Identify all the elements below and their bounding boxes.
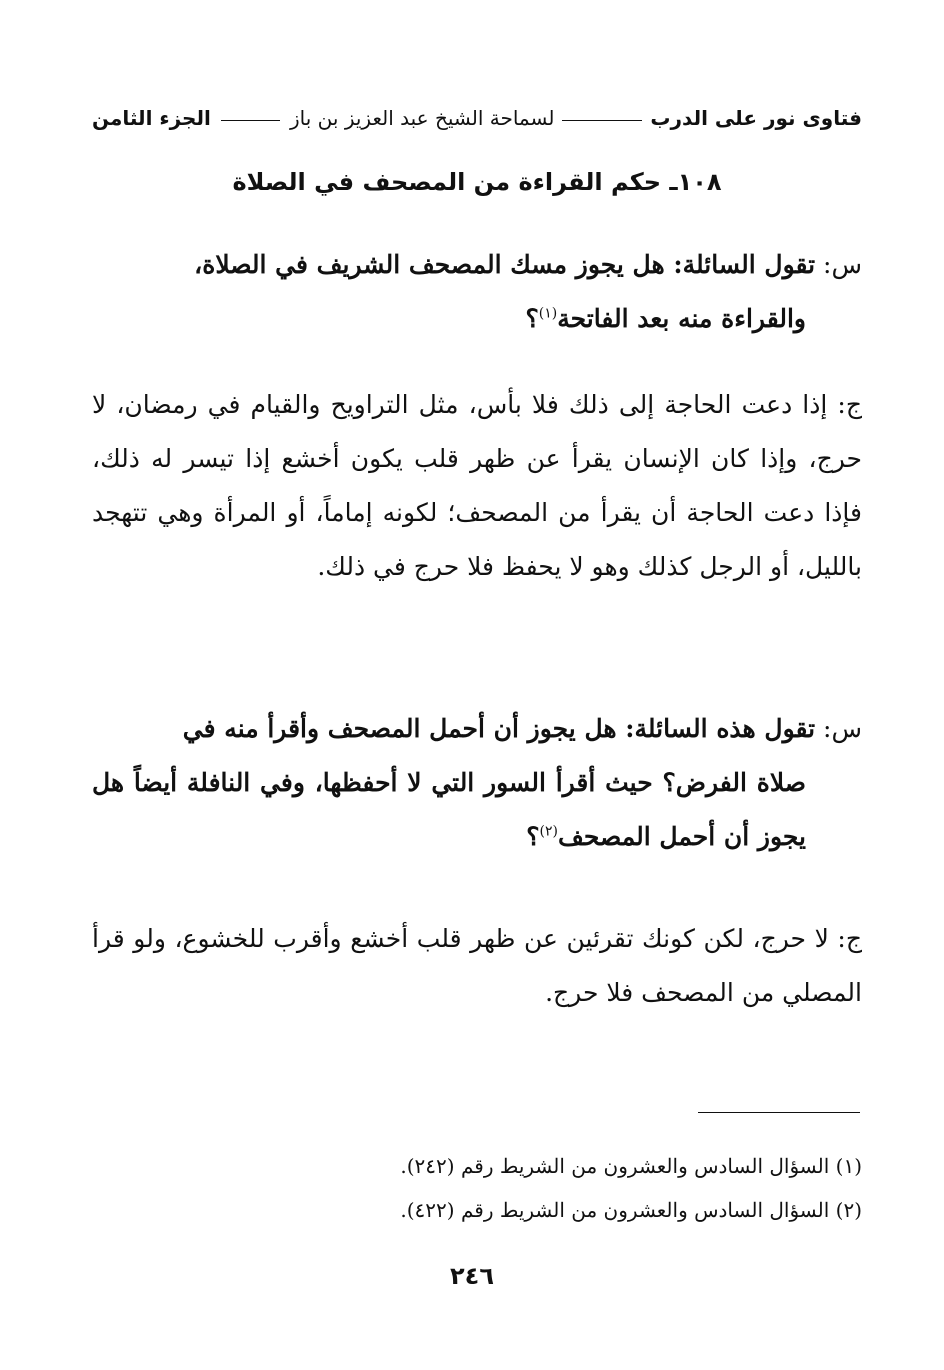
footnote-1: (١) السؤال السادس والعشرون من الشريط رقم (٢٤٢). — [400, 1154, 862, 1178]
answer-2: ج: لا حرج، لكن كونك تقرئين عن ظهر قلب أخشع وأقرب للخشوع، ولو قرأ المصلي من المصحف فلا حرج. — [92, 924, 862, 1007]
footnotes — [92, 1144, 862, 1232]
question-marker: س: — [815, 714, 862, 743]
section-title: ١٠٨ـ حكم القراءة من المصحف في الصلاة — [232, 168, 722, 196]
footnote-ref-1: (١) — [538, 305, 558, 322]
header-dash — [562, 120, 642, 121]
answer-1: ج: إذا دعت الحاجة إلى ذلك فلا بأس، مثل التراويح والقيام في رمضان، لا حرج، وإذا كان الإنسان يقرأ عن ظهر قلب يكون أخشع إذا تيسر له ذلك، فإذا دعت الحاجة أن يقرأ من المصحف؛ لكونه إماماً، أو المرأة وهي تتهجد بالليل، أو الرجل كذلك وهو لا يحفظ فلا حرج في ذلك. — [92, 390, 862, 581]
volume-label: الجزء الثامن — [92, 106, 211, 130]
question-text: تقول السائلة: هل يجوز مسك المصحف الشريف في الصلاة، — [194, 250, 816, 279]
running-header — [92, 100, 862, 136]
question-mark: ؟ — [525, 304, 539, 333]
book-title: فتاوى نور على الدرب — [650, 106, 862, 130]
page-number: ٢٤٦ — [450, 1262, 494, 1290]
footnote-separator — [698, 1112, 860, 1113]
footnote-ref-2: (٢) — [539, 823, 558, 840]
footnote-2: (٢) السؤال السادس والعشرون من الشريط رقم (٤٢٢). — [400, 1198, 862, 1222]
question-2 — [92, 702, 862, 864]
author-credit: لسماحة الشيخ عبد العزيز بن باز — [290, 106, 555, 130]
question-mark: ؟ — [526, 822, 540, 851]
question-continuation — [92, 292, 862, 346]
question-1 — [92, 238, 862, 346]
header-rule — [221, 120, 280, 121]
question-marker: س: — [815, 250, 862, 279]
question-continuation — [92, 756, 862, 864]
question-text: تقول هذه السائلة: هل يجوز أن أحمل المصحف وأقرأ منه في — [182, 714, 816, 743]
question-continuation-text: والقراءة منه بعد الفاتحة — [557, 304, 806, 333]
question-continuation-text: صلاة الفرض؟ حيث أقرأ السور التي لا أحفظها، وفي النافلة أيضاً هل يجوز أن أحمل المصحف — [92, 768, 806, 851]
